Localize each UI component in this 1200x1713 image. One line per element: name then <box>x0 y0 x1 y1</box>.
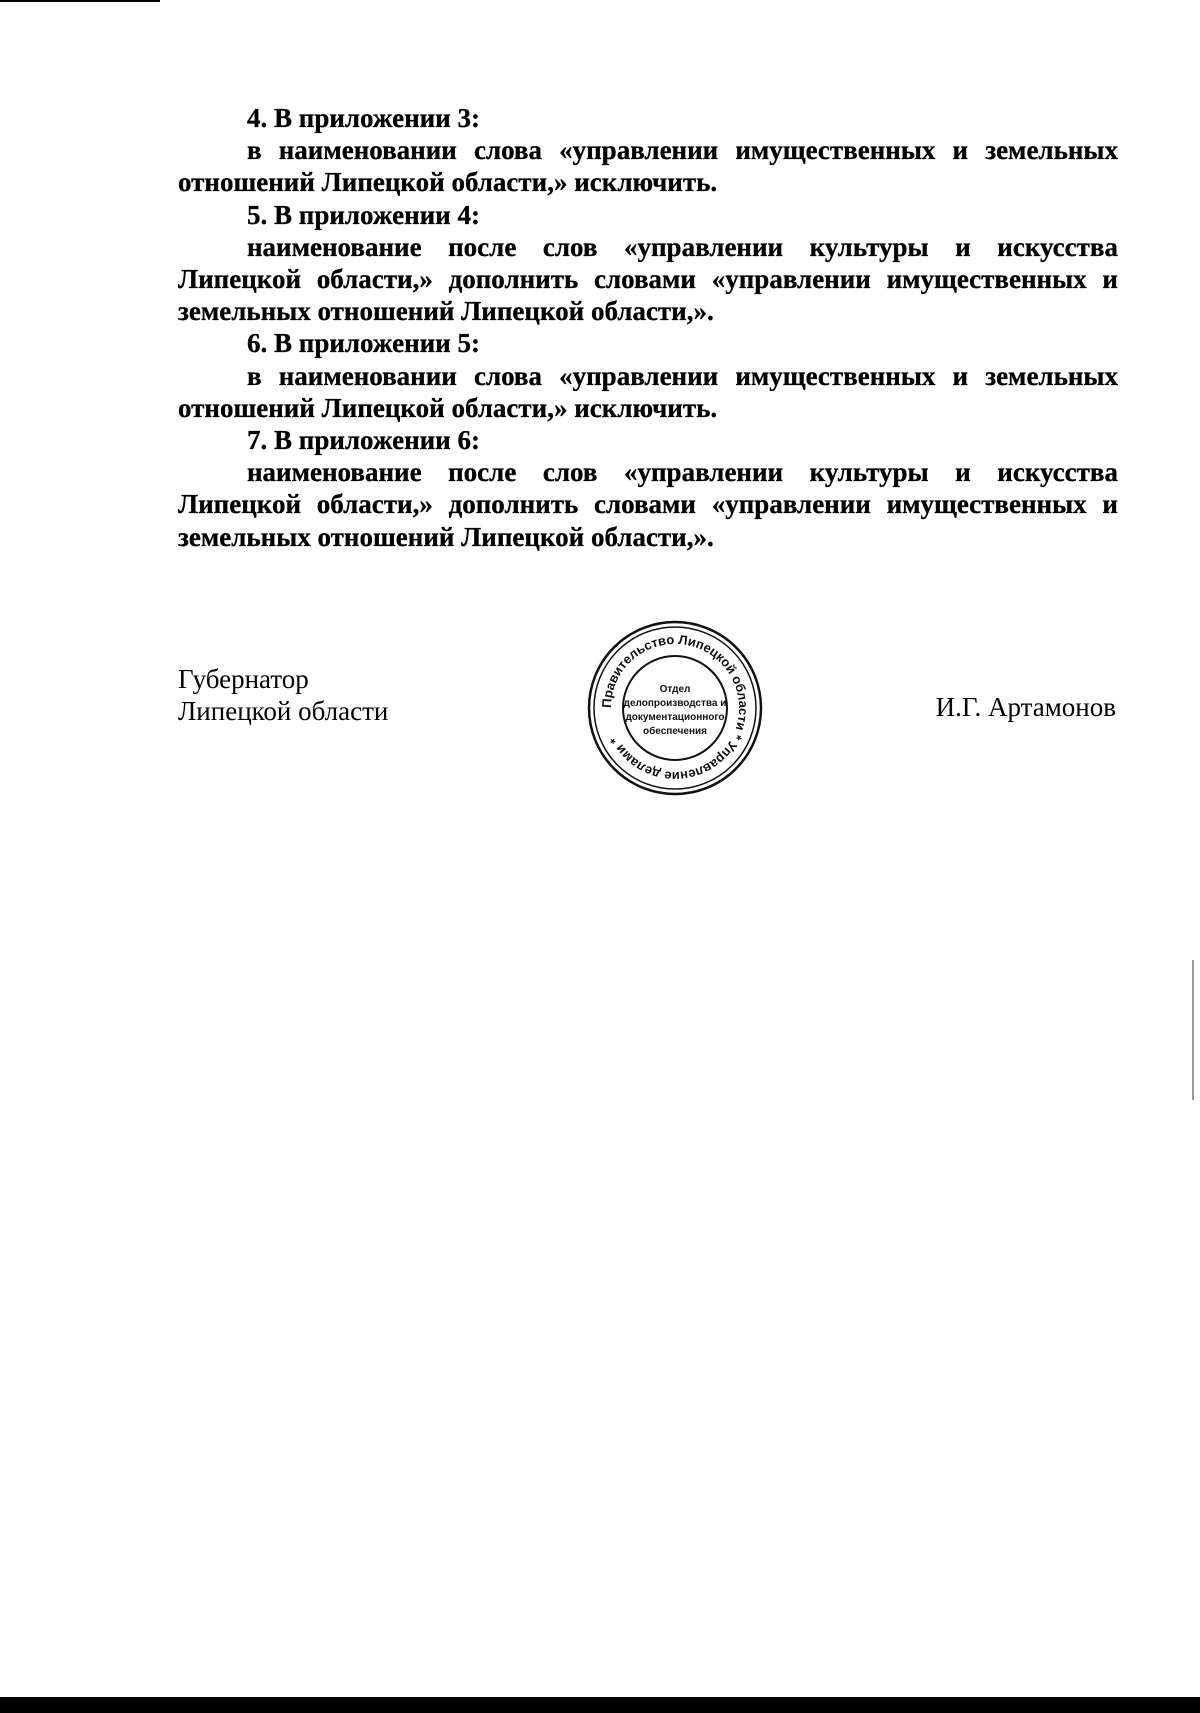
item-4-heading: 4. В приложении 3: <box>247 103 480 133</box>
item-5-heading: 5. В приложении 4: <box>247 199 480 230</box>
signatory-name: И.Г. Артамонов <box>935 692 1116 722</box>
seal-center-line4: обеспечения <box>642 726 708 737</box>
seal-ring-textpath: Правительство Липецкой области * Управление делами * <box>598 631 752 785</box>
item-7-text: наименование после слов «управлении культуры и искусства Липецкой области,» дополнить словами «управлении имущественных и земельных отношений Липецкой области,». <box>178 457 1118 552</box>
signatory-title <box>178 663 388 727</box>
item-4-text: в наименовании слова «управлении имущественных и земельных отношений Липецкой области,» исключить. <box>178 135 1118 198</box>
seal-center-line2: делопроизводства и <box>623 698 727 709</box>
official-seal <box>585 618 765 798</box>
scan-edge-mark <box>1192 960 1194 1100</box>
item-7-heading: 7. В приложении 6: <box>247 425 480 456</box>
document-body <box>178 102 1118 553</box>
item-6-heading: 6. В приложении 5: <box>247 328 480 359</box>
item-6-text: в наименовании слова «управлении имущественных и земельных отношений Липецкой области,» исключить. <box>178 360 1118 423</box>
signatory-title-line2: Липецкой области <box>178 696 389 726</box>
scan-bottom-band <box>0 1697 1200 1713</box>
scan-edge-line <box>0 0 160 2</box>
seal-center-line1: Отдел <box>659 684 691 695</box>
item-5-text: наименование после слов «управлении культуры и искусства Липецкой области,» дополнить словами «управлении имущественных и земельных отношений Липецкой области,». <box>178 231 1118 327</box>
signatory-title-line1: Губернатор <box>178 664 309 694</box>
seal-center-line3: документационного <box>625 712 725 723</box>
